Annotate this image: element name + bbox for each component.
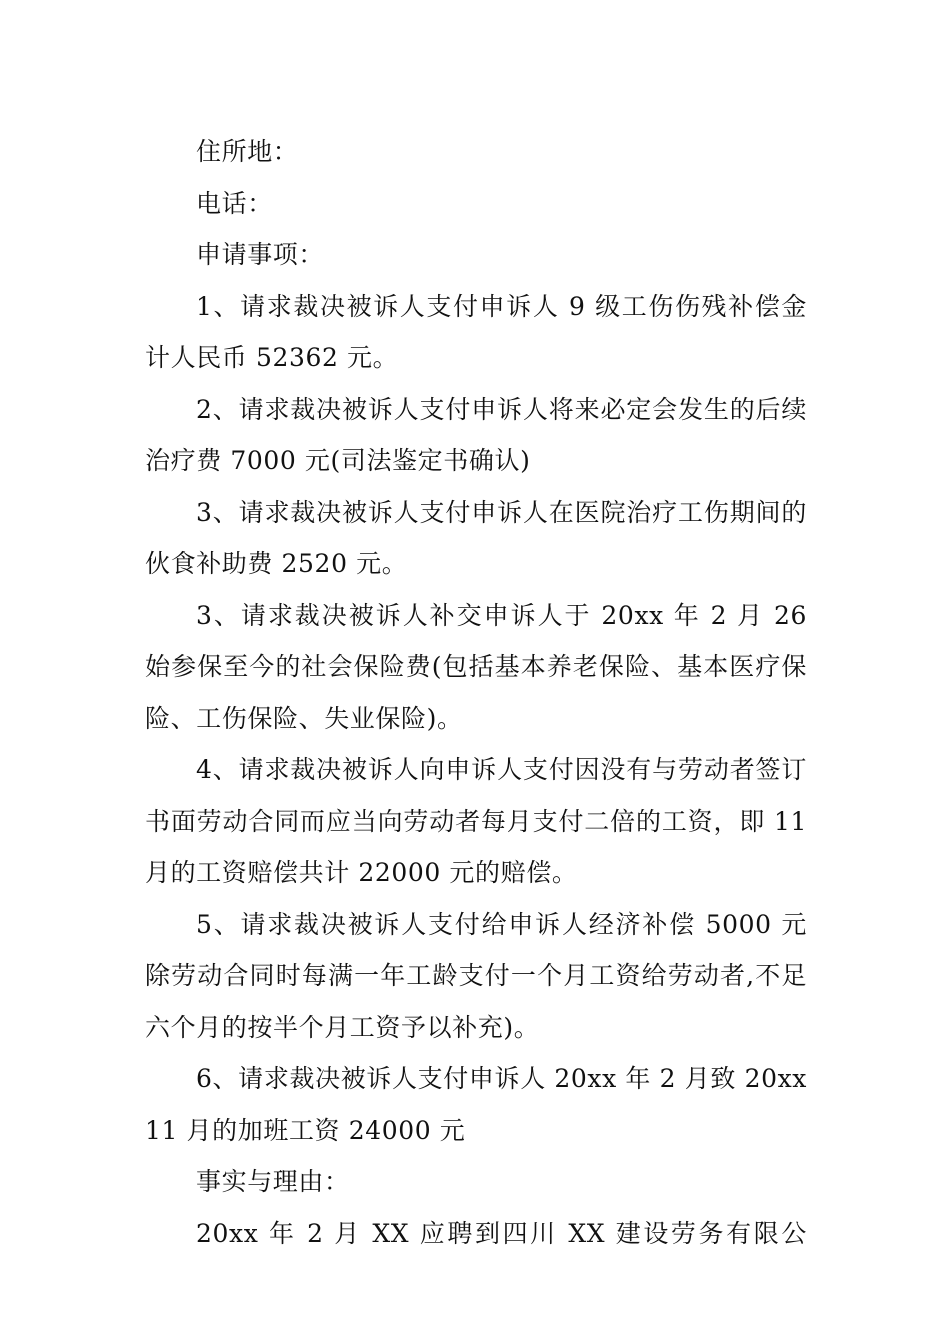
- text-line: 除劳动合同时每满一年工龄支付一个月工资给劳动者,不足: [145, 961, 807, 990]
- text-line: 治疗费 7000 元(司法鉴定书确认): [145, 446, 531, 475]
- text-line: 申请事项：: [196, 240, 325, 269]
- text-line: 事实与理由：: [196, 1167, 350, 1196]
- text-line: 伙食补助费 2520 元。: [145, 549, 408, 578]
- text-line: 险、工伤保险、失业保险)。: [145, 703, 463, 733]
- text-line: 20xx 年 2 月 XX 应聘到四川 XX 建设劳务有限公: [196, 1218, 807, 1248]
- text-line: 3、请求裁决被诉人补交申诉人于 20xx 年 2 月 26: [196, 600, 807, 630]
- text-line: 始参保至今的社会保险费(包括基本养老保险、基本医疗保: [145, 652, 807, 681]
- text-line: 六个月的按半个月工资予以补充)。: [145, 1012, 540, 1042]
- text-line: 月的工资赔偿共计 22000 元的赔偿。: [145, 858, 578, 887]
- text-line: 3、请求裁决被诉人支付申诉人在医院治疗工伤期间的: [196, 497, 807, 527]
- text-line: 计人民币 52362 元。: [145, 343, 399, 372]
- document-body: [145, 126, 807, 1259]
- text-line: 书面劳动合同而应当向劳动者每月支付二倍的工资，即 11: [145, 806, 807, 836]
- text-line: 5、请求裁决被诉人支付给申诉人经济补偿 5000 元: [196, 909, 807, 939]
- text-line: 4、请求裁决被诉人向申诉人支付因没有与劳动者签订: [196, 755, 807, 784]
- text-line: 2、请求裁决被诉人支付申诉人将来必定会发生的后续: [196, 394, 807, 424]
- text-line: 6、请求裁决被诉人支付申诉人 20xx 年 2 月致 20xx: [196, 1064, 807, 1093]
- text-line: 电话：: [196, 188, 273, 218]
- text-line: 住所地：: [196, 137, 299, 166]
- text-line: 11 月的加班工资 24000 元: [145, 1115, 466, 1145]
- text-line: 1、请求裁决被诉人支付申诉人 9 级工伤伤残补偿金: [196, 291, 807, 321]
